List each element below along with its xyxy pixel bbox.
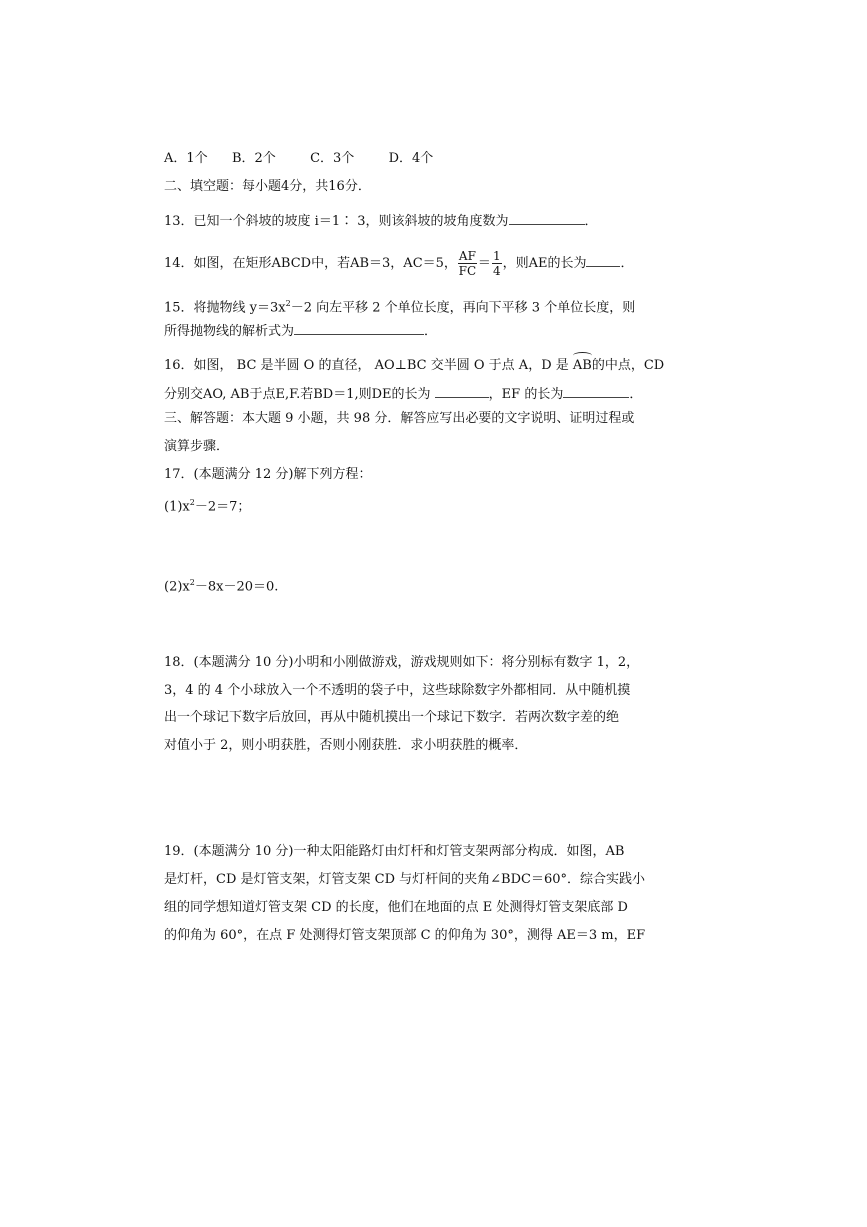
question-18-line4: 对值小于 2，则小明获胜，否则小刚获胜．求小明获胜的概率． (164, 738, 528, 753)
q16-ef-answer-blank[interactable] (563, 384, 629, 398)
option-c: C．3个 (310, 151, 355, 166)
q14-answer-blank[interactable] (586, 253, 620, 267)
section3-heading-line2: 演算步骤． (164, 439, 230, 454)
q13-answer-blank[interactable] (509, 211, 585, 225)
question-19-line1: 19．(本题满分 10 分)一种太阳能路灯由灯杆和灯管支架两部分构成．如图，AB (164, 844, 625, 859)
question-17-title: 17．(本题满分 12 分)解下列方程： (164, 467, 372, 482)
section2-heading: 二、填空题：每小题4分，共16分． (164, 179, 371, 194)
question-18-line3: 出一个球记下数字后放回，再从中随机摸出一个球记下数字．若两次数字差的绝 (164, 710, 620, 725)
question-19-line4: 的仰角为 60°，在点 F 处测得灯管支架顶部 C 的仰角为 30°，测得 AE＝3 m，EF (164, 928, 646, 943)
question-15-line1: 15．将抛物线 $y=3x^2-2$ 向左平移 2 个单位长度，再向下平移 3 个单位长度，则 (164, 299, 636, 316)
question-18-line2: 3，4 的 4 个小球放入一个不透明的袋子中，这些球除数字外都相同．从中随机摸 (164, 683, 631, 698)
q14-ratio-fraction: $\frac{AF}{FC}$ (458, 249, 477, 278)
q16-de-answer-blank[interactable] (435, 384, 489, 398)
option-d: D．4个 (388, 151, 434, 166)
q14-value-fraction: $\frac{1}{4}$ (492, 249, 501, 278)
section3-heading-line1: 三、解答题：本大题 9 小题，共 98 分．解答应写出必要的文字说明、证明过程或 (164, 411, 635, 426)
question-19-line2: 是灯杆，CD 是灯管支架，灯管支架 CD 与灯杆间的夹角∠BDC＝60°．综合实践小 (164, 872, 645, 887)
question-17-part1: $(1)x^2-2=7$； (164, 498, 251, 515)
question-16-line1: 16．如图， BC 是半圆 O 的直径， AO⊥BC 交半圆 O 于点 A，D 是 AB的中点，CD (164, 358, 665, 373)
q13-text: 13．已知一个斜坡的坡度 i＝1∶ 3，则该斜坡的坡角度数为 (164, 214, 509, 229)
arc-ab-label: AB (572, 358, 592, 373)
question-15-line2: 所得抛物线的解析式为 ． (164, 321, 437, 341)
option-b: B．2个 (231, 151, 276, 166)
q12-options (164, 150, 433, 168)
question-14: 14．如图，在矩形ABCD中，若AB＝3，AC＝5， $\frac{AF}{FC}$ ＝ $\frac{1}{4}$ ，则AE的长为 ． (164, 249, 634, 278)
question-19-line3: 组的同学想知道灯管支架 CD 的长度，他们在地面的点 E 处测得灯管支架底部 D (164, 900, 628, 915)
question-18-line1: 18．(本题满分 10 分)小明和小刚做游戏，游戏规则如下：将分别标有数字 1，2， (164, 655, 640, 670)
question-17-part2: $(2)x^2-8x-20=0$. (164, 578, 279, 595)
q15-answer-blank[interactable] (294, 321, 424, 335)
q14-text: 14．如图，在矩形ABCD中，若AB＝3，AC＝5， (164, 256, 457, 271)
option-a: A．1个 (164, 151, 208, 166)
question-16-line2: 分别交AO, AB于点E,F.若BD＝1,则DE的长为 ，EF 的长为 ． (164, 384, 642, 404)
question-13: 13．已知一个斜坡的坡度 i＝1∶ 3，则该斜坡的坡角度数为 ． (164, 211, 598, 231)
